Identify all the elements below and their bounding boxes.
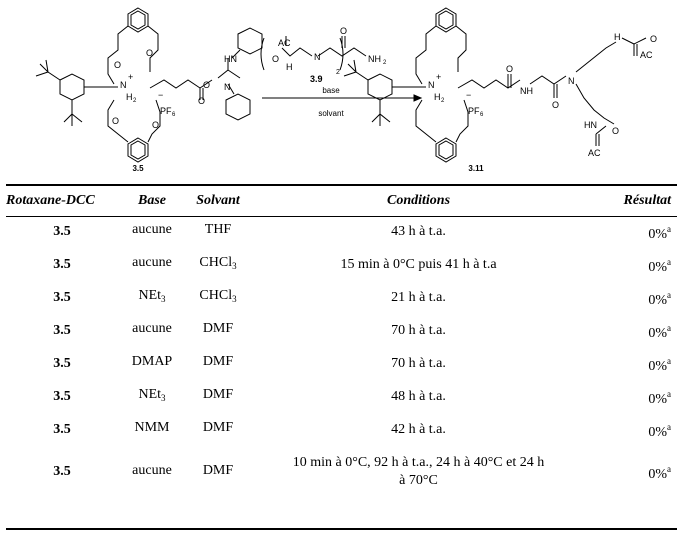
arrow-solvent: solvant <box>318 109 344 118</box>
ammonium-nh: N <box>120 80 127 90</box>
cell-base: NEt$_3$ <box>138 387 166 403</box>
cell-rotaxane: 3.5 <box>53 256 71 272</box>
header-rotaxane: Rotaxane-DCC <box>6 193 95 208</box>
reaction-scheme <box>0 0 683 180</box>
product-nh-top: H <box>614 32 621 42</box>
cell-resultat: 0%$^a$ <box>648 464 671 482</box>
cell-base: aucune <box>132 462 172 478</box>
product-o-top: O <box>650 34 658 44</box>
cell-rotaxane: 3.5 <box>53 223 71 239</box>
cell-conditions: 48 h à t.a. <box>391 388 446 404</box>
product-o-bottom: O <box>612 126 620 136</box>
reagent-o: O <box>272 54 280 64</box>
cell-base: aucune <box>132 222 172 237</box>
table-top-rule <box>6 184 677 186</box>
cell-solvant: DMF <box>202 420 234 435</box>
cell-base: aucune <box>132 255 172 270</box>
cell-rotaxane: 3.5 <box>53 421 71 437</box>
table-header-row <box>6 187 677 215</box>
cell-conditions: 42 h à t.a. <box>391 421 446 437</box>
reagent-n: N <box>314 52 321 62</box>
cell-solvant: DMF <box>202 321 234 336</box>
ester-oxygen: O <box>198 96 206 106</box>
cell-rotaxane: 3.5 <box>53 322 71 338</box>
ammonium-h2-sub: 2 <box>133 98 137 104</box>
cell-conditions: 15 min à 0°C puis 41 h à t.a <box>340 256 497 272</box>
cell-conditions: 10 min à 0°C, 92 h à t.a., 24 h à 40°C et 24 h à 70°C <box>292 455 545 488</box>
table-row <box>6 314 677 347</box>
cell-solvant: DMF <box>202 387 234 402</box>
product-ac-top: AC <box>640 50 653 60</box>
product-ac-bottom: AC <box>588 148 601 158</box>
cell-conditions: 70 h à t.a. <box>391 355 446 371</box>
cell-conditions: 21 h à t.a. <box>391 289 446 305</box>
cell-solvant: CHCl$_3$ <box>199 288 237 304</box>
product-glycine-o: O <box>552 100 560 110</box>
product-number: 3.11 <box>468 164 484 173</box>
cell-resultat: 0%$^a$ <box>648 223 671 242</box>
product-pf6-minus: − <box>466 90 472 100</box>
crown-o1: O <box>114 60 122 70</box>
cell-resultat: 0%$^a$ <box>648 388 671 407</box>
reagent-subscript: 2 <box>336 69 340 76</box>
crown-o4: O <box>152 120 160 130</box>
reagent-nh2-sub: 2 <box>383 60 387 66</box>
product-amide-o: O <box>506 64 514 74</box>
cell-solvant: THF <box>204 222 232 237</box>
results-table <box>6 187 677 498</box>
cell-base: aucune <box>132 321 172 336</box>
reagent-carbonyl-o: O <box>340 26 348 36</box>
table-row <box>6 380 677 413</box>
product-pf6: PF <box>468 106 480 116</box>
product-hn-bottom: HN <box>584 120 597 130</box>
cell-base: DMAP <box>131 354 173 369</box>
cell-base: NMM <box>134 420 170 435</box>
reagent-nh2: NH <box>368 54 381 64</box>
header-solvant: Solvant <box>196 193 240 208</box>
product-nh: NH <box>520 86 533 96</box>
crown-o2: O <box>146 48 154 58</box>
header-base: Base <box>138 193 166 208</box>
product-ammonium-h: H <box>434 92 441 102</box>
cell-conditions: 70 h à t.a. <box>391 322 446 338</box>
cell-resultat: 0%$^a$ <box>648 421 671 440</box>
table-bottom-rule <box>6 528 677 530</box>
table-row <box>6 215 677 248</box>
pf6-label: PF <box>160 106 172 116</box>
header-resultat: Résultat <box>623 193 671 208</box>
product-ammonium-sub: 2 <box>441 98 445 104</box>
cell-resultat: 0%$^a$ <box>648 256 671 275</box>
arrow-base: base <box>322 86 340 95</box>
table-row <box>6 413 677 446</box>
cell-resultat: 0%$^a$ <box>648 289 671 308</box>
header-conditions: Conditions <box>386 193 451 208</box>
cell-base: NEt$_3$ <box>138 288 166 304</box>
cell-rotaxane: 3.5 <box>53 289 71 305</box>
table-row <box>6 248 677 281</box>
ammonium-plus: + <box>128 72 134 82</box>
reactant-number: 3.5 <box>132 164 144 173</box>
cell-resultat: 0%$^a$ <box>648 355 671 374</box>
dcc-n: N <box>224 82 231 92</box>
product-structure <box>344 8 646 162</box>
cell-rotaxane: 3.5 <box>53 355 71 371</box>
ammonium-h2: H <box>126 92 133 102</box>
pf6-minus: − <box>158 90 164 100</box>
table-row <box>6 446 677 498</box>
cell-rotaxane: 3.5 <box>53 388 71 404</box>
product-n: N <box>568 76 575 86</box>
cell-conditions: 43 h à t.a. <box>391 223 446 239</box>
reagent-number: 3.9 <box>310 74 323 84</box>
cell-resultat: 0%$^a$ <box>648 322 671 341</box>
crown-o3: O <box>112 116 120 126</box>
cell-rotaxane: 3.5 <box>53 464 71 479</box>
pf6-sub: 6 <box>172 112 176 118</box>
cell-solvant: DMF <box>202 462 234 478</box>
ester-oxygen-2: O <box>203 80 211 90</box>
reagent-nh: H <box>286 62 293 72</box>
table-row <box>6 281 677 314</box>
table-row <box>6 347 677 380</box>
dcc-nh: HN <box>224 54 237 64</box>
cell-solvant: CHCl$_3$ <box>199 255 237 271</box>
product-ammonium-n: N <box>428 80 435 90</box>
product-pf6-sub: 6 <box>480 112 484 118</box>
product-plus: + <box>436 72 442 82</box>
reagent-ac: AC <box>278 38 291 48</box>
cell-solvant: DMF <box>202 354 234 369</box>
